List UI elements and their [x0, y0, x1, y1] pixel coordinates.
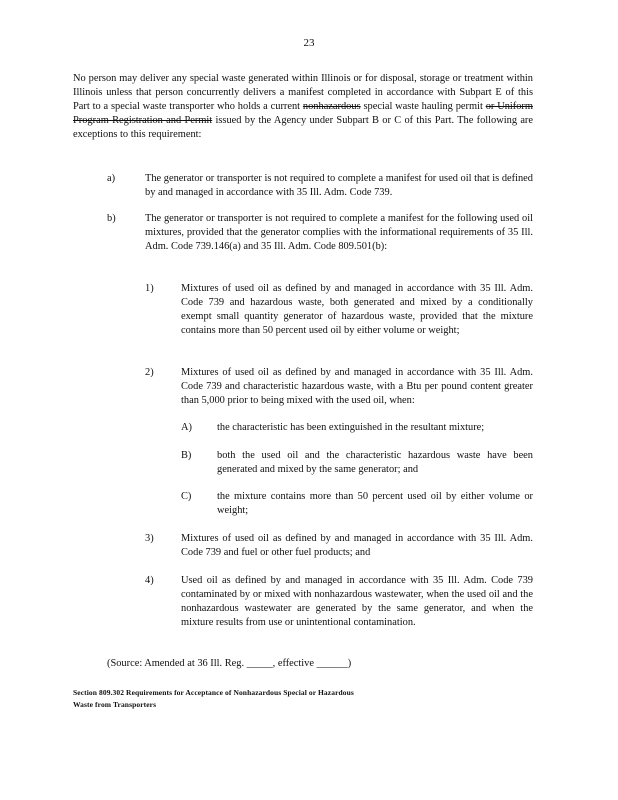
subitem-text-1: Mixtures of used oil as defined by and managed in accordance with 35 Ill. Adm. Code 739 and hazardous waste, both generated and mixed by a conditionally exempt small quantity generator of hazardous waste, provided that the mixture contains more than 50 percent used oil by either volume or weight; — [181, 283, 533, 336]
deleted-text-registration: or Uniform Program Registration and Permit — [73, 101, 533, 126]
subsubitem-label-b: B) — [181, 450, 192, 461]
subitem-label-1: 1) — [145, 283, 154, 294]
subitem-text-2: Mixtures of used oil as defined by and managed in accordance with 35 Ill. Adm. Code 739 and characteristic hazardous waste, with a Btu per pound content greater than 5,000 prior to being mixed with the used oil, when: — [181, 367, 533, 406]
section-heading-line-2: Waste from Transporters — [73, 700, 157, 709]
section-heading — [73, 687, 493, 711]
subitem-text-3: Mixtures of used oil as defined by and managed in accordance with 35 Ill. Adm. Code 739 and fuel or other fuel products; and — [181, 533, 533, 558]
item-text-a: The generator or transporter is not required to complete a manifest for used oil that is defined by and managed in accordance with 35 Ill. Adm. Code 739. — [145, 173, 533, 198]
source-note: (Source: Amended at 36 Ill. Reg. _____, effective ______) — [107, 658, 352, 669]
subsubitem-text-b: both the used oil and the characteristic hazardous waste have been generated and mixed by the same generator; and — [217, 450, 533, 475]
intro-paragraph — [73, 72, 533, 142]
item-text-b: The generator or transporter is not required to complete a manifest for the following used oil mixtures, provided that the generator complies with the informational requirements of 35 Ill. Adm. Code 739.146(a) and 35 Ill. Adm. Code 809.501(b): — [145, 213, 533, 252]
item-label-b: b) — [107, 213, 116, 224]
intro-text-end: issued by the Agency under Subpart B or C of this Part. The following are exceptions to this requirement: — [73, 115, 534, 140]
subsubitem-text-c: the mixture contains more than 50 percent used oil by either volume or weight; — [217, 491, 533, 516]
subitem-text-4: Used oil as defined by and managed in accordance with 35 Ill. Adm. Code 739 contaminated by or mixed with nonhazardous wastewater, when the used oil and the nonhazardous wastewater are generated by the same generator, and when the mixture results from use or unintentional contamination. — [181, 575, 533, 628]
deleted-text-nonhazardous: nonhazardous — [302, 101, 361, 112]
subsubitem-text-a: the characteristic has been extinguished in the resultant mixture; — [217, 422, 485, 433]
intro-text-start: No person may deliver any special waste generated within Illinois or for disposal, storage or treatment within Illinois unless that person concurrently delivers a manifest completed in accordance with Subpart E of this Part to a special waste transporter who holds a current — [73, 73, 533, 112]
page-number: 23 — [303, 37, 315, 49]
subitem-label-2: 2) — [145, 367, 154, 378]
subsubitem-label-c: C) — [181, 491, 192, 502]
subitem-label-4: 4) — [145, 575, 154, 586]
subitem-label-3: 3) — [145, 533, 154, 544]
item-label-a: a) — [107, 173, 116, 184]
section-heading-line-1: Section 809.302 Requirements for Acceptance of Nonhazardous Special or Hazardous — [73, 688, 354, 697]
intro-text-middle: special waste hauling permit — [360, 101, 486, 112]
subsubitem-label-a: A) — [181, 422, 192, 433]
